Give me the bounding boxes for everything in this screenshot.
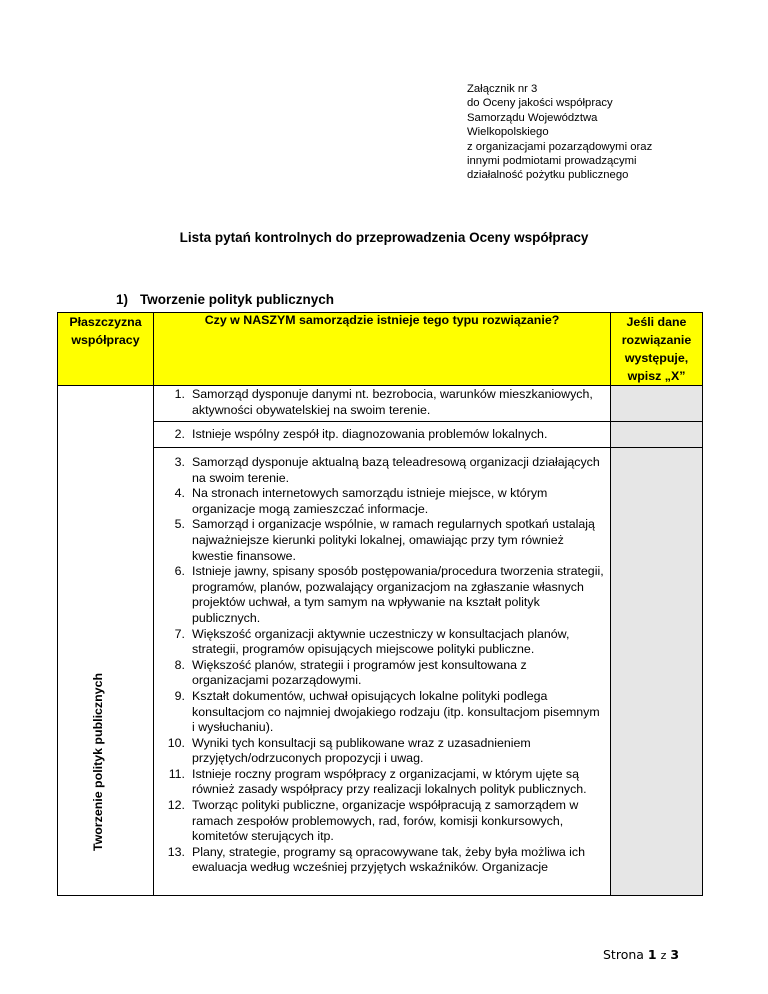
annex-line: Załącznik nr 3 [467,83,538,95]
section-heading [116,292,334,307]
section-number: 1) [116,292,129,307]
item-text: Wyniki tych konsultacji są publikowane wraz z uzasadnieniem przyjętych/odrzuconych propozycji i uwag. [192,735,531,766]
item-text: Na stronach internetowych samorządu istnieje miejsce, w którym organizacje mogą zamieszczać informacje. [192,486,548,516]
side-cell [58,386,154,896]
item-number: 8. [174,657,185,672]
item-number: 9. [174,688,185,703]
item-text: Większość planów, strategii i programów jest konsultowana z organizacjami pozarządowymi. [192,657,527,688]
item-text: Istnieje roczny program współpracy z organizacjami, w którym ujęte są również zasady współpracy przy realizacji lokalnych polityk publicznych. [192,766,587,797]
item-number: 11. [168,766,185,781]
table-row [58,386,703,422]
annex-note [467,82,652,183]
table-row [58,448,703,896]
item-number: 2. [174,427,185,441]
annex-line: innymi podmiotami prowadzącymi [467,155,637,168]
annex-line: z organizacjami pozarządowymi oraz [467,140,653,153]
item-number: 3. [174,455,185,469]
checklist-table [57,312,703,896]
question-cell [154,386,611,422]
item-number: 10. [167,735,185,750]
answer-cell[interactable] [611,448,703,896]
footer-label: Strona [603,947,644,962]
footer-of: z [660,949,667,962]
annex-line: do Oceny jakości współpracy [467,97,613,110]
answer-cell[interactable] [611,386,703,422]
annex-line: Samorządu Województwa [467,111,598,124]
item-text: Samorząd dysponuje danymi nt. bezrobocia, warunków mieszkaniowych, aktywności obywatelskiej na swoim terenie. [192,387,593,417]
item-number: 1. [174,387,185,401]
item-text: Większość organizacji aktywnie uczestniczy w konsultacjach planów, strategii, programów opisujących miejscowe polityki publiczne. [192,626,570,657]
footer-page-number: 1 [647,947,657,962]
page-footer [603,947,679,962]
item-text: Istnieje wspólny zespół itp. diagnozowania problemów lokalnych. [192,427,548,441]
header-answer: Jeśli dane rozwiązanie występuje, wpisz „X” [611,313,703,386]
item-number: 13. [167,844,185,859]
footer-total-pages: 3 [670,947,680,962]
header-question: Czy w NASZYM samorządzie istnieje tego typu rozwiązanie? [154,313,611,386]
item-number: 5. [174,517,185,532]
annex-line: działalność pożytku publicznego [467,169,629,182]
item-text: Istnieje jawny, spisany sposób postępowania/procedura tworzenia strategii, programów, planów, pozwalający organizacjom na zgłaszanie własnych projektów uchwał, a tym samym na wpływanie na kształt polityk publicznych. [192,564,604,625]
header-cooperation-area: Płaszczyzna współpracy [58,313,154,386]
item-text: Samorząd i organizacje wspólnie, w ramach regularnych spotkań ustalają najważniejsze kierunki polityki lokalnej, omawiając przy tym również kwestie finansowe. [192,517,595,563]
item-text: Samorząd dysponuje aktualną bazą teleadresową organizacji działających na swoim terenie. [192,455,600,485]
item-text: Kształt dokumentów, uchwał opisujących lokalne polityki podlega konsultacjom co najmniej dwojakiego rodzaju (itp. konsultacjom pisemnym i wysłuchaniu). [192,688,600,735]
header-row [58,313,703,386]
side-label: Tworzenie polityk publicznych [91,672,105,852]
table-row [58,422,703,448]
item-number: 6. [174,564,185,579]
document-title: Lista pytań kontrolnych do przeprowadzenia Oceny współpracy [179,230,589,245]
annex-line: Wielkopolskiego [467,126,549,139]
item-number: 4. [174,486,185,501]
section-title: Tworzenie polityk publicznych [140,292,335,307]
item-text: Tworząc polityki publiczne, organizacje współpracują z samorządem w ramach zespołów problemowych, rad, forów, komisji konkursowych, komitetów sterujących itp. [192,798,579,844]
item-text: Plany, strategie, programy są opracowywane tak, żeby była możliwa ich ewaluacja według wcześniej przyjętych wskaźników. Organizacje [192,844,586,875]
item-number: 7. [174,626,185,641]
question-cell [154,422,611,448]
item-number: 12. [167,798,185,813]
answer-cell[interactable] [611,422,703,448]
question-cell [154,448,611,896]
